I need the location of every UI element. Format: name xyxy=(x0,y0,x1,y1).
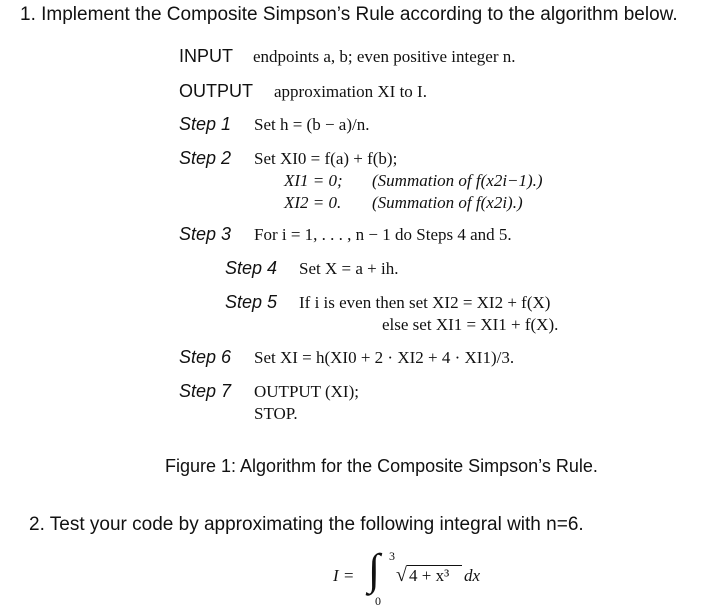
step6-text: Set XI = h(XI0 + 2 · XI2 + 4 · XI1)/3. xyxy=(254,348,515,367)
step5-line2: else set XI1 = XI1 + f(X). xyxy=(382,315,559,334)
output-text: approximation XI to I. xyxy=(274,82,427,101)
step3-text: For i = 1, . . . , n − 1 do Steps 4 and 5. xyxy=(254,225,512,244)
formula-lhs: I = xyxy=(333,566,355,585)
figure-caption: Figure 1: Algorithm for the Composite Simpson’s Rule. xyxy=(165,456,598,476)
step7-line2: STOP. xyxy=(254,404,298,423)
integral-upper-limit: 3 xyxy=(389,549,395,563)
step3-label: Step 3 xyxy=(179,224,232,244)
radicand: 4 + x³ xyxy=(409,566,450,585)
step7-label: Step 7 xyxy=(179,381,232,401)
step2-line3-comment: (Summation of f(x2i).) xyxy=(372,193,523,212)
step6-label: Step 6 xyxy=(179,347,232,367)
step7-line1: OUTPUT (XI); xyxy=(254,382,359,401)
input-label: INPUT xyxy=(179,46,233,66)
output-label: OUTPUT xyxy=(179,81,253,101)
input-text: endpoints a, b; even positive integer n. xyxy=(253,47,516,66)
question-1: 1. Implement the Composite Simpson’s Rule according to the algorithm below. xyxy=(20,4,678,25)
step4-text: Set X = a + ih. xyxy=(299,259,399,278)
step5-label: Step 5 xyxy=(225,292,278,312)
step2-label: Step 2 xyxy=(179,148,232,168)
step2-line1: Set XI0 = f(a) + f(b); xyxy=(254,149,398,168)
sqrt-sign: √ xyxy=(396,564,407,586)
step4-label: Step 4 xyxy=(225,258,278,278)
integral-lower-limit: 0 xyxy=(375,594,381,608)
step5-line1: If i is even then set XI2 = XI2 + f(X) xyxy=(299,293,551,312)
question-2: 2. Test your code by approximating the following integral with n=6. xyxy=(29,514,584,535)
step2-line2-assign: XI1 = 0; xyxy=(284,171,343,190)
integral-sign: ∫ xyxy=(368,545,381,594)
step1-label: Step 1 xyxy=(179,114,232,134)
step1-text: Set h = (b − a)/n. xyxy=(254,115,370,134)
dx: dx xyxy=(464,566,481,585)
step2-line3-assign: XI2 = 0. xyxy=(284,193,342,212)
step2-line2-comment: (Summation of f(x2i−1).) xyxy=(372,171,543,190)
